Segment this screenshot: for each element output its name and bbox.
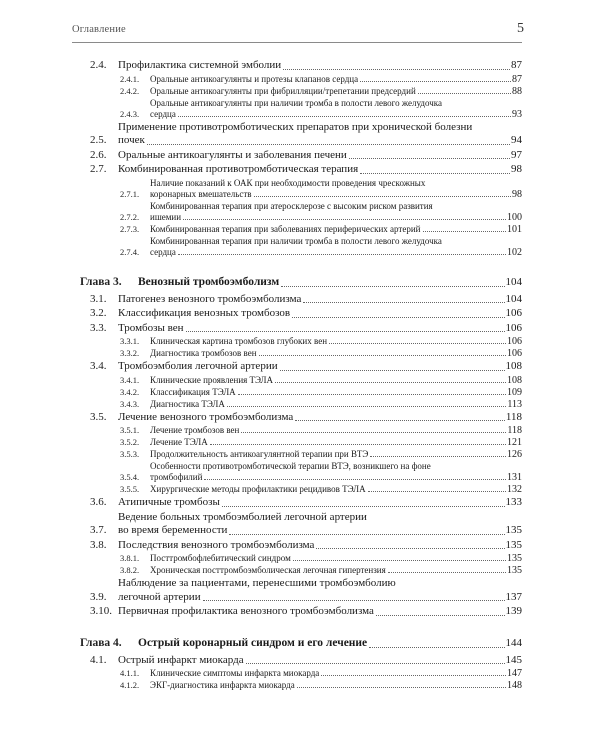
- toc-page-number: 131: [507, 472, 522, 483]
- toc-page-number: 108: [507, 374, 522, 386]
- toc-page-number: 102: [507, 246, 522, 258]
- toc-entry-title: Комбинированная терапия при наличии тромба в полости левого желудочка: [150, 235, 442, 246]
- toc-page-number: 139: [505, 605, 522, 617]
- dot-leader: [204, 479, 506, 480]
- dot-leader: [178, 254, 506, 255]
- toc-page-number: 97: [511, 148, 522, 161]
- toc-page-number: 93: [512, 108, 522, 120]
- toc-entry-number: 2.5.: [90, 134, 107, 146]
- toc-entry-title: Острый коронарный синдром и его лечение: [138, 636, 368, 649]
- toc-page-number: 113: [507, 398, 522, 410]
- toc-page-number: 148: [507, 680, 522, 691]
- toc-page-number: 144: [505, 636, 522, 649]
- toc-entry-title: Хирургические методы профилактики рецидивов ТЭЛА: [150, 484, 366, 494]
- toc-page-number: 135: [505, 538, 522, 551]
- toc-page-number: 100: [507, 211, 522, 223]
- toc-page-number: 98: [512, 188, 522, 200]
- toc-entry[interactable]: [80, 293, 522, 307]
- toc-entry[interactable]: [80, 484, 522, 495]
- toc-entry[interactable]: [80, 449, 522, 460]
- toc-entry-number: 3.8.1.: [120, 553, 140, 563]
- running-header: [72, 22, 522, 43]
- toc-entry-title: Венозный тромбоэмболизм: [138, 275, 280, 288]
- toc-entry-title: Последствия венозного тромбоэмболизма: [118, 538, 315, 551]
- toc-page-number: 106: [507, 336, 522, 347]
- toc-page-number: 135: [505, 524, 522, 536]
- toc-entry[interactable]: [80, 149, 522, 163]
- toc-entry-title: Острый инфаркт миокарда: [118, 653, 244, 666]
- toc-page-number: 106: [505, 321, 522, 334]
- toc-entry-title: Наблюдение за пациентами, перенесшими тромбоэмболию: [118, 577, 396, 589]
- toc-entry[interactable]: [80, 399, 522, 410]
- toc-entry-title: Лечение тромбозов вен: [150, 425, 240, 435]
- toc-entry[interactable]: [80, 461, 522, 483]
- toc-entry-number: 2.4.2.: [120, 85, 140, 96]
- toc-entry-title-continued: легочной артерии: [118, 590, 201, 603]
- toc-entry-title-continued: почек: [118, 134, 145, 146]
- toc-entry-title: Первичная профилактика венозного тромбоэмболизма: [118, 605, 374, 617]
- toc-entry-number: Глава 3.: [80, 275, 122, 288]
- toc-entry-title: Комбинированная терапия при заболеваниях периферических артерий: [150, 223, 421, 234]
- toc-entry-title: Диагностика ТЭЛА: [150, 398, 225, 409]
- toc-entry[interactable]: [80, 348, 522, 359]
- toc-page-number: 98: [511, 163, 522, 175]
- toc-entry[interactable]: [80, 178, 522, 200]
- toc-page-number: 104: [505, 275, 522, 288]
- toc-page-number: 145: [505, 653, 522, 666]
- toc-entry-title: Оральные антикоагулянты и заболевания печени: [118, 148, 347, 161]
- toc-entry[interactable]: [80, 322, 522, 336]
- toc-page-number: 108: [505, 360, 522, 372]
- dot-leader: [222, 506, 505, 507]
- toc-entry[interactable]: [80, 539, 522, 553]
- dot-leader: [329, 343, 506, 344]
- dot-leader: [349, 158, 510, 159]
- toc-chapter-entry[interactable]: [80, 636, 522, 651]
- toc-entry-title-continued: во время беременности: [118, 524, 228, 536]
- toc-entry-title: Оральные антикоагулянты и протезы клапанов сердца: [150, 73, 359, 84]
- toc-page-number: 118: [507, 425, 522, 436]
- toc-entry-number: 3.10.: [90, 605, 112, 617]
- toc-entry-number: 2.4.1.: [120, 73, 140, 84]
- toc-entry[interactable]: [80, 375, 522, 386]
- toc-entry-number: 3.6.: [90, 496, 107, 508]
- toc-entry-number: 3.5.3.: [120, 449, 140, 459]
- toc-entry-number: 3.4.1.: [120, 374, 140, 385]
- toc-page-number: 88: [512, 85, 522, 97]
- toc-entry-number: 3.5.2.: [120, 437, 140, 447]
- toc-page-number: 147: [507, 668, 522, 679]
- toc-entry[interactable]: [80, 553, 522, 564]
- toc-entry[interactable]: [80, 565, 522, 576]
- toc-page-number: 126: [507, 449, 522, 460]
- toc-entry[interactable]: [80, 59, 522, 73]
- toc-entry-number: 4.1.: [90, 653, 107, 666]
- dot-leader: [147, 144, 510, 145]
- toc-entry-title: Оральные антикоагулянты при фибрилляции/трепетании предсердий: [150, 85, 416, 96]
- toc-page-number: 133: [505, 496, 522, 508]
- toc-entry-title-continued: коронарных вмешательств: [150, 188, 252, 199]
- toc-page-number: 106: [507, 348, 522, 359]
- toc-entry-number: 3.8.: [90, 538, 107, 551]
- toc-entry-title: Тромбоэмболия легочной артерии: [118, 360, 278, 372]
- toc-entry-title: Ведение больных тромбоэмболией легочной артерии: [118, 510, 367, 523]
- toc-entry-number: 3.4.3.: [120, 398, 140, 409]
- toc-entry-title: Оральные антикоагулянты при наличии тромба в полости левого желудочка: [150, 97, 443, 108]
- dot-leader: [418, 93, 511, 94]
- toc-entry-title-continued: сердца: [150, 108, 176, 119]
- toc-entry[interactable]: [80, 74, 522, 85]
- toc-entry-number: 3.2.: [90, 307, 107, 319]
- toc-entry-title: Профилактика системной эмболии: [118, 59, 282, 71]
- table-of-contents: [80, 58, 522, 691]
- dot-leader: [293, 560, 506, 561]
- toc-entry[interactable]: [80, 605, 522, 619]
- toc-entry-title: Особенности противотромботической терапии ВТЭ, возникшего на фоне: [150, 461, 431, 471]
- dot-leader: [275, 382, 506, 383]
- toc-entry-title: Атипичные тромбозы: [118, 496, 220, 508]
- toc-entry-title: Тромбозы вен: [118, 321, 184, 334]
- toc-entry-number: 3.3.1.: [120, 336, 140, 346]
- toc-entry-number: 3.5.5.: [120, 484, 140, 494]
- dot-leader: [388, 572, 506, 573]
- toc-page-number: 106: [505, 307, 522, 319]
- toc-entry[interactable]: [80, 437, 522, 448]
- toc-entry[interactable]: [80, 201, 522, 223]
- toc-entry-title: Клинические симптомы инфаркта миокарда: [150, 668, 320, 678]
- toc-entry-number: 2.7.1.: [120, 188, 140, 199]
- toc-entry-number: 3.1.: [90, 292, 107, 305]
- toc-page-number: 101: [507, 223, 522, 235]
- toc-entry-number: 3.5.1.: [120, 425, 140, 435]
- toc-entry-number: 2.4.: [90, 59, 107, 71]
- toc-entry[interactable]: [80, 98, 522, 120]
- header-page-number: 5: [517, 21, 524, 36]
- toc-entry-title: Клинические проявления ТЭЛА: [150, 374, 274, 385]
- dot-leader: [241, 432, 506, 433]
- toc-entry-number: 2.4.3.: [120, 108, 140, 119]
- dot-leader: [369, 647, 504, 648]
- dot-leader: [229, 534, 504, 535]
- toc-entry-number: 2.7.2.: [120, 211, 140, 222]
- dot-leader: [368, 491, 506, 492]
- dot-leader: [303, 302, 504, 303]
- toc-entry-title: Посттромбофлебитический синдром: [150, 553, 291, 563]
- dot-leader: [321, 675, 506, 676]
- dot-leader: [183, 219, 506, 220]
- dot-leader: [259, 355, 506, 356]
- dot-leader: [203, 600, 505, 601]
- toc-entry[interactable]: [80, 236, 522, 258]
- dot-leader: [297, 687, 506, 688]
- dot-leader: [292, 317, 504, 318]
- toc-entry-number: 2.7.: [90, 163, 107, 175]
- toc-entry-number: 3.5.: [90, 410, 107, 423]
- toc-page-number: 135: [507, 553, 522, 564]
- dot-leader: [423, 231, 507, 232]
- toc-entry-number: 3.4.2.: [120, 386, 140, 397]
- toc-entry-title: Комбинированная противотромботическая терапия: [118, 163, 359, 175]
- toc-page-number: 94: [511, 134, 522, 146]
- dot-leader: [227, 406, 506, 407]
- dot-leader: [316, 548, 504, 549]
- dot-leader: [238, 394, 506, 395]
- toc-entry-title: Продолжительность антикоагулянтной терапии при ВТЭ: [150, 449, 369, 459]
- toc-entry[interactable]: [80, 411, 522, 425]
- toc-entry[interactable]: [80, 163, 522, 177]
- toc-entry-title-continued: тромбофилий: [150, 472, 203, 482]
- toc-entry[interactable]: [80, 360, 522, 374]
- toc-page-number: 87: [511, 59, 522, 71]
- toc-entry-title: Лечение ТЭЛА: [150, 437, 208, 447]
- toc-page-number: 118: [505, 410, 522, 423]
- toc-entry-number: 3.3.: [90, 321, 107, 334]
- toc-entry-title: Лечение венозного тромбоэмболизма: [118, 410, 294, 423]
- toc-entry-number: 3.7.: [90, 524, 107, 536]
- dot-leader: [360, 81, 511, 82]
- toc-entry[interactable]: [80, 654, 522, 668]
- toc-entry[interactable]: [80, 387, 522, 398]
- toc-page-number: 104: [505, 292, 522, 305]
- dot-leader: [283, 69, 510, 70]
- toc-page-number: 87: [512, 73, 522, 85]
- toc-page-number: 109: [507, 386, 522, 398]
- dot-leader: [280, 370, 505, 371]
- toc-entry-number: 3.9.: [90, 590, 107, 603]
- toc-chapter-entry[interactable]: [80, 275, 522, 290]
- toc-entry-title: Патогенез венозного тромбоэмболизма: [118, 292, 302, 305]
- toc-entry-number: 2.7.4.: [120, 246, 140, 257]
- toc-entry-title: Клиническая картина тромбозов глубоких вен: [150, 336, 328, 346]
- dot-leader: [295, 420, 505, 421]
- toc-entry[interactable]: [80, 307, 522, 321]
- toc-entry-title: Комбинированная терапия при атеросклерозе с высоким риском развития: [150, 200, 433, 211]
- toc-entry-title: Применение противотромботических препаратов при хронической болезни: [118, 120, 473, 133]
- toc-entry-title: Хроническая посттромбоэмболическая легочная гипертензия: [150, 565, 386, 575]
- dot-leader: [254, 196, 511, 197]
- toc-entry-title-continued: ишемии: [150, 211, 182, 222]
- toc-entry-number: 4.1.1.: [120, 668, 140, 678]
- toc-entry-title-continued: сердца: [150, 246, 176, 257]
- toc-entry-number: 2.7.3.: [120, 223, 140, 234]
- dot-leader: [210, 444, 506, 445]
- toc-page-number: 121: [507, 437, 522, 448]
- dot-leader: [360, 173, 510, 174]
- toc-entry[interactable]: [80, 577, 522, 604]
- dot-leader: [370, 456, 506, 457]
- toc-entry-number: 2.6.: [90, 148, 107, 161]
- toc-entry-title: ЭКГ-диагностика инфаркта миокарда: [150, 680, 295, 690]
- dot-leader: [281, 286, 504, 287]
- toc-entry[interactable]: [80, 336, 522, 347]
- toc-entry-number: 3.3.2.: [120, 348, 140, 358]
- toc-entry-title: Наличие показаний к ОАК при необходимости проведения чрескожных: [150, 177, 426, 188]
- toc-entry-number: 3.8.2.: [120, 565, 140, 575]
- toc-entry[interactable]: [80, 425, 522, 436]
- toc-entry-title: Диагностика тромбозов вен: [150, 348, 257, 358]
- toc-page-number: 137: [505, 590, 522, 603]
- toc-entry-number: 4.1.2.: [120, 680, 140, 690]
- toc-entry[interactable]: [80, 496, 522, 510]
- toc-entry[interactable]: [80, 668, 522, 679]
- toc-page-number: 132: [507, 484, 522, 495]
- toc-entry-number: Глава 4.: [80, 636, 122, 649]
- dot-leader: [186, 331, 505, 332]
- toc-entry[interactable]: [80, 121, 522, 148]
- toc-entry-title: Классификация ТЭЛА: [150, 386, 236, 397]
- toc-entry-number: 3.4.: [90, 360, 107, 372]
- header-section-title: Оглавление: [72, 24, 126, 35]
- toc-entry-title: Классификация венозных тромбозов: [118, 307, 291, 319]
- toc-entry-number: 3.5.4.: [120, 472, 140, 482]
- toc-entry[interactable]: [80, 511, 522, 538]
- toc-entry[interactable]: [80, 680, 522, 691]
- dot-leader: [376, 615, 505, 616]
- dot-leader: [246, 663, 505, 664]
- toc-entry[interactable]: [80, 224, 522, 235]
- toc-entry[interactable]: [80, 86, 522, 97]
- toc-page-number: 135: [507, 565, 522, 576]
- dot-leader: [178, 116, 511, 117]
